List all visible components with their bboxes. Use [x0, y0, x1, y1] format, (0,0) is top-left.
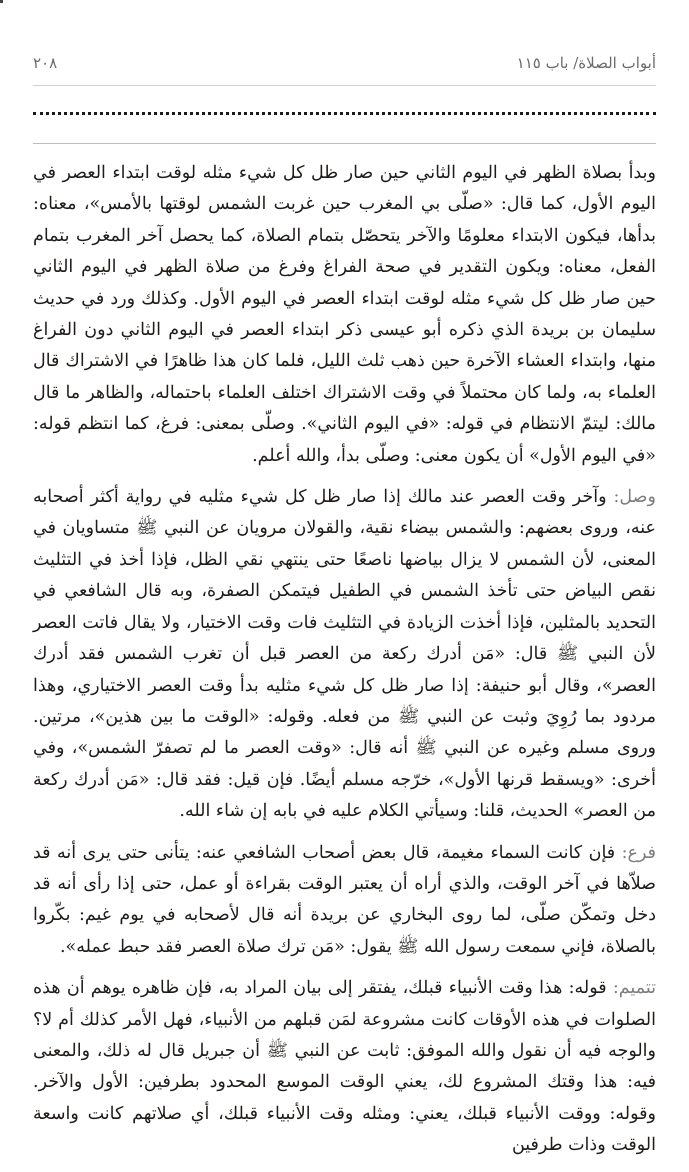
paragraph-tatmim	[33, 973, 656, 1161]
paragraph-label: تتميم:	[612, 978, 656, 999]
paragraph-intro	[33, 158, 656, 472]
page-number: ٢٠٨	[33, 54, 58, 72]
paragraph-label: وصل:	[613, 487, 656, 508]
dotted-separator	[33, 112, 656, 115]
scan-corner-mark	[0, 0, 3, 3]
paragraph-text: وبدأ بصلاة الظهر في اليوم الثاني حين صار ظل كل شيء مثله لوقت ابتداء العصر في اليوم الأول، كما قال: «صلّى بي المغرب حين غربت الشمس لوقتها بالأمس»، معناه: بدأها، فيكون الابتداء معلومًا والآخر يتحصّل بتمام الصلاة، كما يحصل آخر المغرب بتمام الفعل، معناه: ويكون التقدير في صحة الفراغ وفرغ من صلاة الظهر في اليوم الثاني حين صار ظل كل شيء مثله لوقت ابتداء العصر في اليوم الأول. وكذلك ورد في حديث سليمان بن بريدة الذي ذكره أبو عيسى ذكر ابتداء العصر في اليوم الثاني دون الفراغ منها، وابتداء العشاء الآخرة حين ذهب ثلث الليل، فلما كان هذا ظاهرًا في الاشتراك قال العلماء به، ولما كان محتملاً في وقت الاشتراك اختلف العلماء باحتماله، والظاهر ما قال مالك: ليتمّ الانتظام في قوله: «في اليوم الثاني». وصلّى بمعنى: فرغ، كما انتظم قوله: «في اليوم الأول» أن يكون معنى: وصلّى بدأ، والله أعلم.	[33, 163, 656, 466]
paragraph-text: فإن كانت السماء مغيمة، قال بعض أصحاب الشافعي عنه: يتأنى حتى يرى أنه قد صلاّها في آخر الوقت، والذي أراه أن يعتبر الوقت بقراءة أو عمل، حتى إذا رأى أنه قد دخل وتمكّن صلّى، لما روى البخاري عن بريدة أنه قال لأصحابه في يوم غيم: بكّروا بالصلاة، فإني سمعت رسول الله ﷺ يقول: «مَن ترك صلاة العصر فقد حبط عمله».	[33, 842, 656, 957]
section-rule	[33, 143, 656, 144]
header-rule	[33, 85, 656, 86]
chapter-title: أبواب الصلاة/ باب ١١٥	[516, 54, 656, 72]
paragraph-label: فرع:	[621, 842, 656, 863]
paragraph-text: وآخر وقت العصر عند مالك إذا صار ظل كل شيء مثليه في رواية أكثر أصحابه عنه، وروى بعضهم: والشمس بيضاء نقية، والقولان مرويان عن النبي ﷺ متساويان في المعنى، لأن الشمس لا يزال بياضها ناصعًا حتى ينتهي نقي الظل، فإذا أخذ في التثليث نقص البياض حتى تأخذ الشمس في الطفيل فيتمكن الصفرة، وبه قال الشافعي في التحديد بالمثلين، فإذا أخذت الزيادة في التثليث فات وقت الاختيار، ولا يقال فاتت العصر لأن النبي ﷺ قال: «مَن أدرك ركعة من العصر قبل أن تغرب الشمس فقد أدرك العصر»، وقال أبو حنيفة: إذا صار ظل كل شيء مثليه بدأ وقت العصر الاختياري، وهذا مردود بما رُوِيَ وثبت عن النبي ﷺ من فعله. وقوله: «الوقت ما بين هذين»، مرتين. وروى مسلم وغيره عن النبي ﷺ أنه قال: «وقت العصر ما لم تصفرّ الشمس»، وفي أخرى: «ويسقط قرنها الأول»، خرّجه مسلم أيضًا. فإن قيل: فقد قال: «مَن أدرك ركعة من العصر» الحديث، قلنا: وسيأتي الكلام عليه في بابه إن شاء الله.	[33, 487, 656, 822]
page-body	[33, 158, 656, 1172]
page-header	[33, 48, 656, 78]
paragraph-far	[33, 838, 656, 964]
paragraph-wasl	[33, 482, 656, 827]
paragraph-text: قوله: هذا وقت الأنبياء قبلك، يفتقر إلى بيان المراد به، فإن ظاهره يوهم أن هذه الصلوات في هذه الأوقات كانت مشروعة لمَن قبلهم من الأنبياء، فهل الأمر كذلك أم لا؟ والوجه فيه أن نقول والله الموفق: ثابت عن النبي ﷺ أن جبريل قال له ذلك، والمعنى فيه: هذا وقتك المشروع لك، يعني الوقت الموسع المحدود بطرفين: الأول والآخر. وقوله: ووقت الأنبياء قبلك، يعني: ومثله وقت الأنبياء قبلك، أي صلاتهم كانت واسعة الوقت وذات طرفين	[33, 978, 656, 1156]
